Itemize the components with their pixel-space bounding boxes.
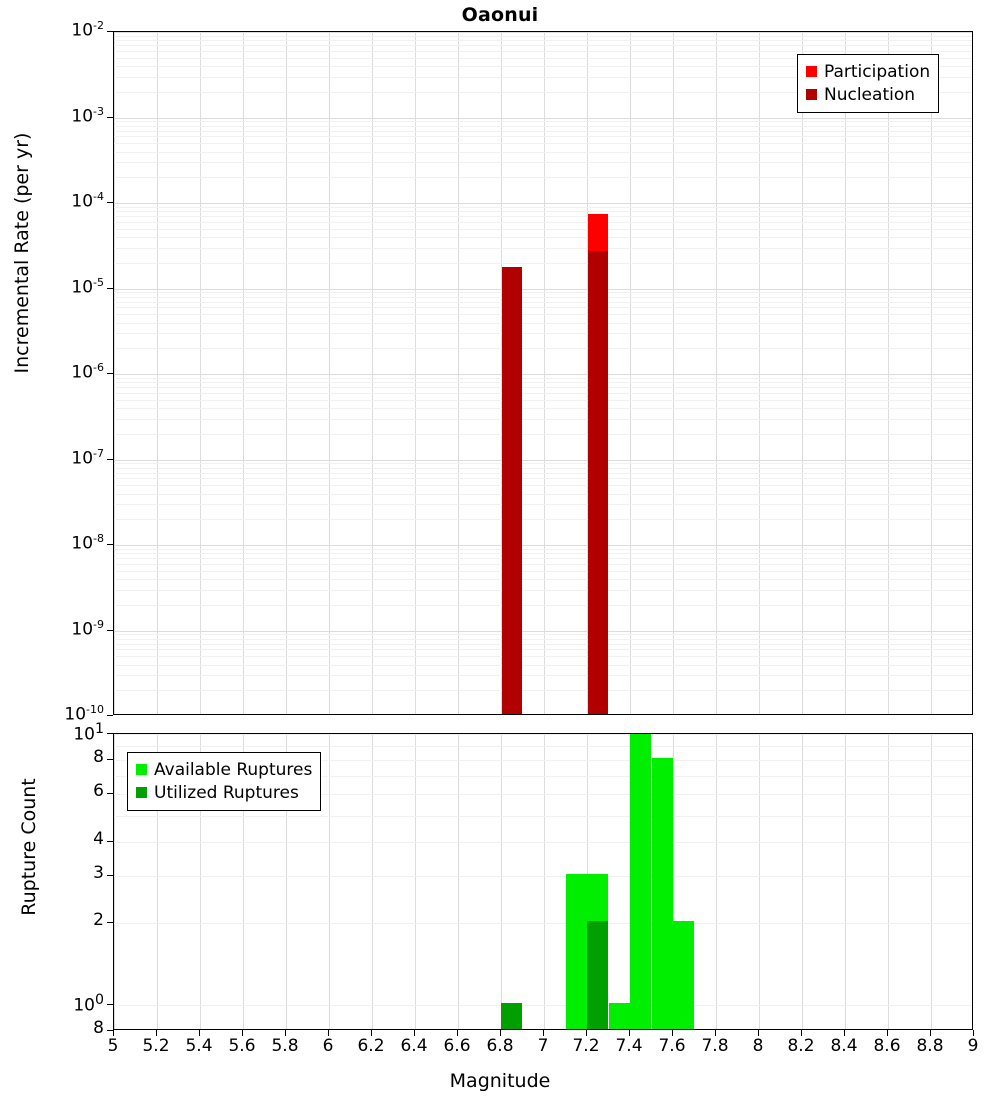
y-tick-label: 2 (93, 910, 104, 931)
x-tickmark (973, 1030, 974, 1036)
gridline-horizontal-minor (114, 644, 972, 645)
gridline-horizontal-minor (114, 590, 972, 591)
gridline-horizontal-minor (114, 478, 972, 479)
gridline-vertical (372, 32, 373, 714)
x-tickmark (586, 1030, 587, 1036)
gridline-horizontal-minor (114, 494, 972, 495)
gridline-horizontal-minor (114, 248, 972, 249)
gridline-horizontal-minor (114, 333, 972, 334)
x-tick-label: 6.2 (357, 1036, 385, 1056)
y-tick-label: $10^{-3}$ (71, 104, 104, 127)
gridline-horizontal-minor (114, 675, 972, 676)
x-tick-label: 9 (967, 1036, 979, 1056)
gridline-vertical (415, 32, 416, 714)
gridline-horizontal-minor (114, 605, 972, 606)
bar-nucleation (502, 267, 522, 714)
gridline-horizontal-minor (114, 323, 972, 324)
y-tickmark (107, 1004, 113, 1005)
x-tickmark (844, 1030, 845, 1036)
bar-available-ruptures (609, 1003, 630, 1029)
x-tick-label: 6 (322, 1036, 334, 1056)
gridline-horizontal-minor (114, 393, 972, 394)
legend-swatch-available-ruptures (136, 764, 147, 775)
x-tick-label: 6.8 (486, 1036, 514, 1056)
gridline-horizontal-minor (114, 177, 972, 178)
y-tickmark (107, 793, 113, 794)
incremental-rate-plot (113, 31, 973, 715)
y-tickmark (107, 117, 113, 118)
gridline-horizontal-minor (114, 579, 972, 580)
gridline-horizontal-minor (114, 131, 972, 132)
gridline-vertical (802, 734, 803, 1029)
gridline-horizontal-minor (114, 564, 972, 565)
y-tick-label: $10^{-4}$ (71, 190, 104, 212)
y-tick-label: $10^{-10}$ (64, 703, 104, 725)
x-tickmark (242, 1030, 243, 1036)
x-tick-label: 6.6 (443, 1036, 471, 1056)
gridline-horizontal-minor (114, 307, 972, 308)
y-axis-label-bottom: Rupture Count (18, 778, 40, 916)
gridline-horizontal-minor (114, 690, 972, 691)
gridline-vertical (845, 32, 846, 714)
gridline-horizontal-minor (114, 143, 972, 144)
gridline-vertical (931, 32, 932, 714)
gridline-horizontal (114, 32, 972, 33)
gridline-horizontal-minor (114, 634, 972, 635)
y-tick-label: 8 (93, 747, 104, 768)
gridline-horizontal-minor (114, 558, 972, 559)
gridline-vertical (716, 734, 717, 1029)
y-tick-label: 6 (93, 781, 104, 802)
gridline-horizontal (114, 374, 972, 375)
x-tick-label: 7.4 (615, 1036, 643, 1056)
gridline-horizontal-minor (114, 40, 972, 41)
y-tickmark (107, 373, 113, 374)
gridline-horizontal-minor (114, 222, 972, 223)
gridline-horizontal-minor (114, 665, 972, 666)
bar-available-ruptures (566, 874, 587, 1029)
y-tick-label: 4 (93, 828, 104, 849)
gridline-horizontal-minor (114, 45, 972, 46)
gridline-horizontal-minor (114, 876, 972, 877)
y-tickmark (107, 459, 113, 460)
y-tickmark (107, 31, 113, 32)
gridline-vertical (372, 734, 373, 1029)
gridline-horizontal-minor (114, 152, 972, 153)
gridline-horizontal-minor (114, 1005, 972, 1006)
x-tick-label: 6.4 (400, 1036, 428, 1056)
y-tick-label: $10^1$ (73, 721, 104, 745)
gridline-horizontal-minor (114, 473, 972, 474)
gridline-horizontal-minor (114, 434, 972, 435)
gridline-horizontal-minor (114, 382, 972, 383)
x-tick-label: 5 (107, 1036, 119, 1056)
y-tick-label: 8 (93, 1018, 104, 1038)
y-tick-label: 3 (93, 862, 104, 883)
legend-item (136, 758, 312, 781)
gridline-horizontal (114, 460, 972, 461)
x-tickmark (930, 1030, 931, 1036)
gridline-horizontal-minor (114, 816, 972, 817)
x-axis-label: Magnitude (449, 1070, 551, 1092)
gridline-horizontal-minor (114, 292, 972, 293)
gridline-horizontal-minor (114, 314, 972, 315)
gridline-horizontal-minor (114, 126, 972, 127)
gridline-horizontal (114, 631, 972, 632)
y-tickmark (107, 922, 113, 923)
gridline-horizontal-minor (114, 468, 972, 469)
y-tickmark (107, 202, 113, 203)
gridline-horizontal-minor (114, 842, 972, 843)
y-tick-label: $10^{-8}$ (71, 532, 104, 554)
gridline-vertical (544, 734, 545, 1029)
gridline-horizontal-minor (114, 229, 972, 230)
gridline-horizontal-minor (114, 656, 972, 657)
x-tickmark (543, 1030, 544, 1036)
legend-item (806, 60, 930, 83)
x-tick-label: 5.4 (185, 1036, 213, 1056)
gridline-horizontal-minor (114, 378, 972, 379)
gridline-horizontal-minor (114, 463, 972, 464)
gridline-vertical (114, 734, 115, 1029)
gridline-horizontal-minor (114, 419, 972, 420)
gridline-vertical (716, 32, 717, 714)
y-axis-label-top: Incremental Rate (per yr) (11, 132, 33, 374)
x-tickmark (113, 1030, 114, 1036)
x-tickmark (371, 1030, 372, 1036)
x-tick-label: 7.2 (572, 1036, 600, 1056)
gridline-horizontal-minor (114, 207, 972, 208)
bar-nucleation (588, 251, 608, 714)
y-tick-label: $10^{-6}$ (71, 361, 104, 383)
gridline-vertical (888, 32, 889, 714)
x-tickmark (672, 1030, 673, 1036)
legend-swatch-utilized-ruptures (136, 787, 147, 798)
gridline-vertical (415, 734, 416, 1029)
x-tickmark (629, 1030, 630, 1036)
gridline-horizontal-minor (114, 302, 972, 303)
gridline-horizontal-minor (114, 387, 972, 388)
gridline-horizontal-minor (114, 639, 972, 640)
y-tickmark (107, 630, 113, 631)
x-tick-label: 8 (752, 1036, 764, 1056)
bar-available-ruptures (652, 758, 673, 1029)
x-tick-label: 5.8 (271, 1036, 299, 1056)
y-tickmark (107, 288, 113, 289)
gridline-horizontal-minor (114, 746, 972, 747)
gridline-horizontal-minor (114, 121, 972, 122)
gridline-vertical (114, 32, 115, 714)
x-tick-label: 7.6 (658, 1036, 686, 1056)
y-tickmark (107, 759, 113, 760)
legend-swatch-nucleation (806, 89, 817, 100)
gridline-horizontal-minor (114, 923, 972, 924)
x-tickmark (715, 1030, 716, 1036)
gridline-vertical (458, 32, 459, 714)
gridline-vertical (845, 734, 846, 1029)
y-tickmark (107, 715, 113, 716)
gridline-horizontal-minor (114, 553, 972, 554)
legend-bottom (127, 752, 321, 811)
gridline-vertical (458, 734, 459, 1029)
y-tick-label: $10^{-7}$ (71, 446, 104, 469)
gridline-horizontal (114, 118, 972, 119)
gridline-horizontal-minor (114, 297, 972, 298)
x-tick-label: 8.4 (830, 1036, 858, 1056)
gridline-horizontal-minor (114, 216, 972, 217)
legend-label-participation: Participation (824, 61, 931, 82)
y-tick-label: $10^{-9}$ (71, 617, 104, 640)
bar-utilized-ruptures (501, 1003, 522, 1029)
gridline-vertical (200, 32, 201, 714)
bar-available-ruptures (630, 733, 651, 1029)
y-tick-label: $10^0$ (73, 991, 104, 1016)
legend-label-nucleation: Nucleation (824, 84, 916, 105)
y-tick-label: $10^{-2}$ (71, 19, 104, 41)
gridline-horizontal-minor (114, 734, 972, 735)
x-tickmark (414, 1030, 415, 1036)
gridline-vertical (630, 32, 631, 714)
y-tickmark (107, 733, 113, 734)
legend-item (136, 781, 312, 804)
gridline-vertical (286, 32, 287, 714)
gridline-vertical (802, 32, 803, 714)
gridline-vertical (888, 734, 889, 1029)
gridline-horizontal-minor (114, 348, 972, 349)
legend-label-utilized-ruptures: Utilized Ruptures (154, 782, 299, 803)
gridline-horizontal-minor (114, 649, 972, 650)
gridline-vertical (759, 32, 760, 714)
gridline-horizontal-minor (114, 485, 972, 486)
x-tickmark (457, 1030, 458, 1036)
y-tickmark (107, 841, 113, 842)
x-tick-label: 8.6 (873, 1036, 901, 1056)
gridline-horizontal-minor (114, 51, 972, 52)
y-tickmark (107, 544, 113, 545)
gridline-horizontal-minor (114, 237, 972, 238)
gridline-horizontal-minor (114, 408, 972, 409)
x-tick-label: 7 (537, 1036, 549, 1056)
gridline-vertical (329, 32, 330, 714)
gridline-horizontal-minor (114, 211, 972, 212)
gridline-horizontal-minor (114, 263, 972, 264)
x-tickmark (887, 1030, 888, 1036)
x-tickmark (801, 1030, 802, 1036)
x-tick-label: 7.8 (701, 1036, 729, 1056)
gridline-horizontal-minor (114, 136, 972, 137)
gridline-vertical (243, 32, 244, 714)
x-tick-label: 8.2 (787, 1036, 815, 1056)
legend-label-available-ruptures: Available Ruptures (154, 759, 313, 780)
x-tickmark (328, 1030, 329, 1036)
legend-item (806, 83, 930, 106)
x-tick-label: 5.6 (228, 1036, 256, 1056)
gridline-horizontal-minor (114, 400, 972, 401)
y-tick-label: $10^{-5}$ (71, 275, 104, 298)
gridline-horizontal (114, 203, 972, 204)
gridline-vertical (329, 734, 330, 1029)
gridline-horizontal-minor (114, 162, 972, 163)
x-tick-label: 5.2 (142, 1036, 170, 1056)
x-tickmark (758, 1030, 759, 1036)
gridline-vertical (931, 734, 932, 1029)
gridline-vertical (759, 734, 760, 1029)
x-tick-label: 8.8 (916, 1036, 944, 1056)
gridline-vertical (544, 32, 545, 714)
gridline-horizontal-minor (114, 36, 972, 37)
bar-available-ruptures (673, 921, 694, 1029)
x-tickmark (156, 1030, 157, 1036)
x-tickmark (500, 1030, 501, 1036)
x-tickmark (285, 1030, 286, 1036)
x-tickmark (199, 1030, 200, 1036)
bar-utilized-ruptures (587, 921, 608, 1029)
gridline-vertical (501, 734, 502, 1029)
gridline-horizontal-minor (114, 504, 972, 505)
y-tickmark (107, 875, 113, 876)
legend-swatch-participation (806, 66, 817, 77)
gridline-horizontal-minor (114, 519, 972, 520)
gridline-horizontal (114, 289, 972, 290)
legend-top (797, 54, 939, 113)
gridline-vertical (157, 32, 158, 714)
gridline-vertical (673, 32, 674, 714)
gridline-horizontal-minor (114, 549, 972, 550)
gridline-horizontal (114, 545, 972, 546)
page-title: Oaonui (461, 4, 539, 26)
gridline-horizontal-minor (114, 571, 972, 572)
